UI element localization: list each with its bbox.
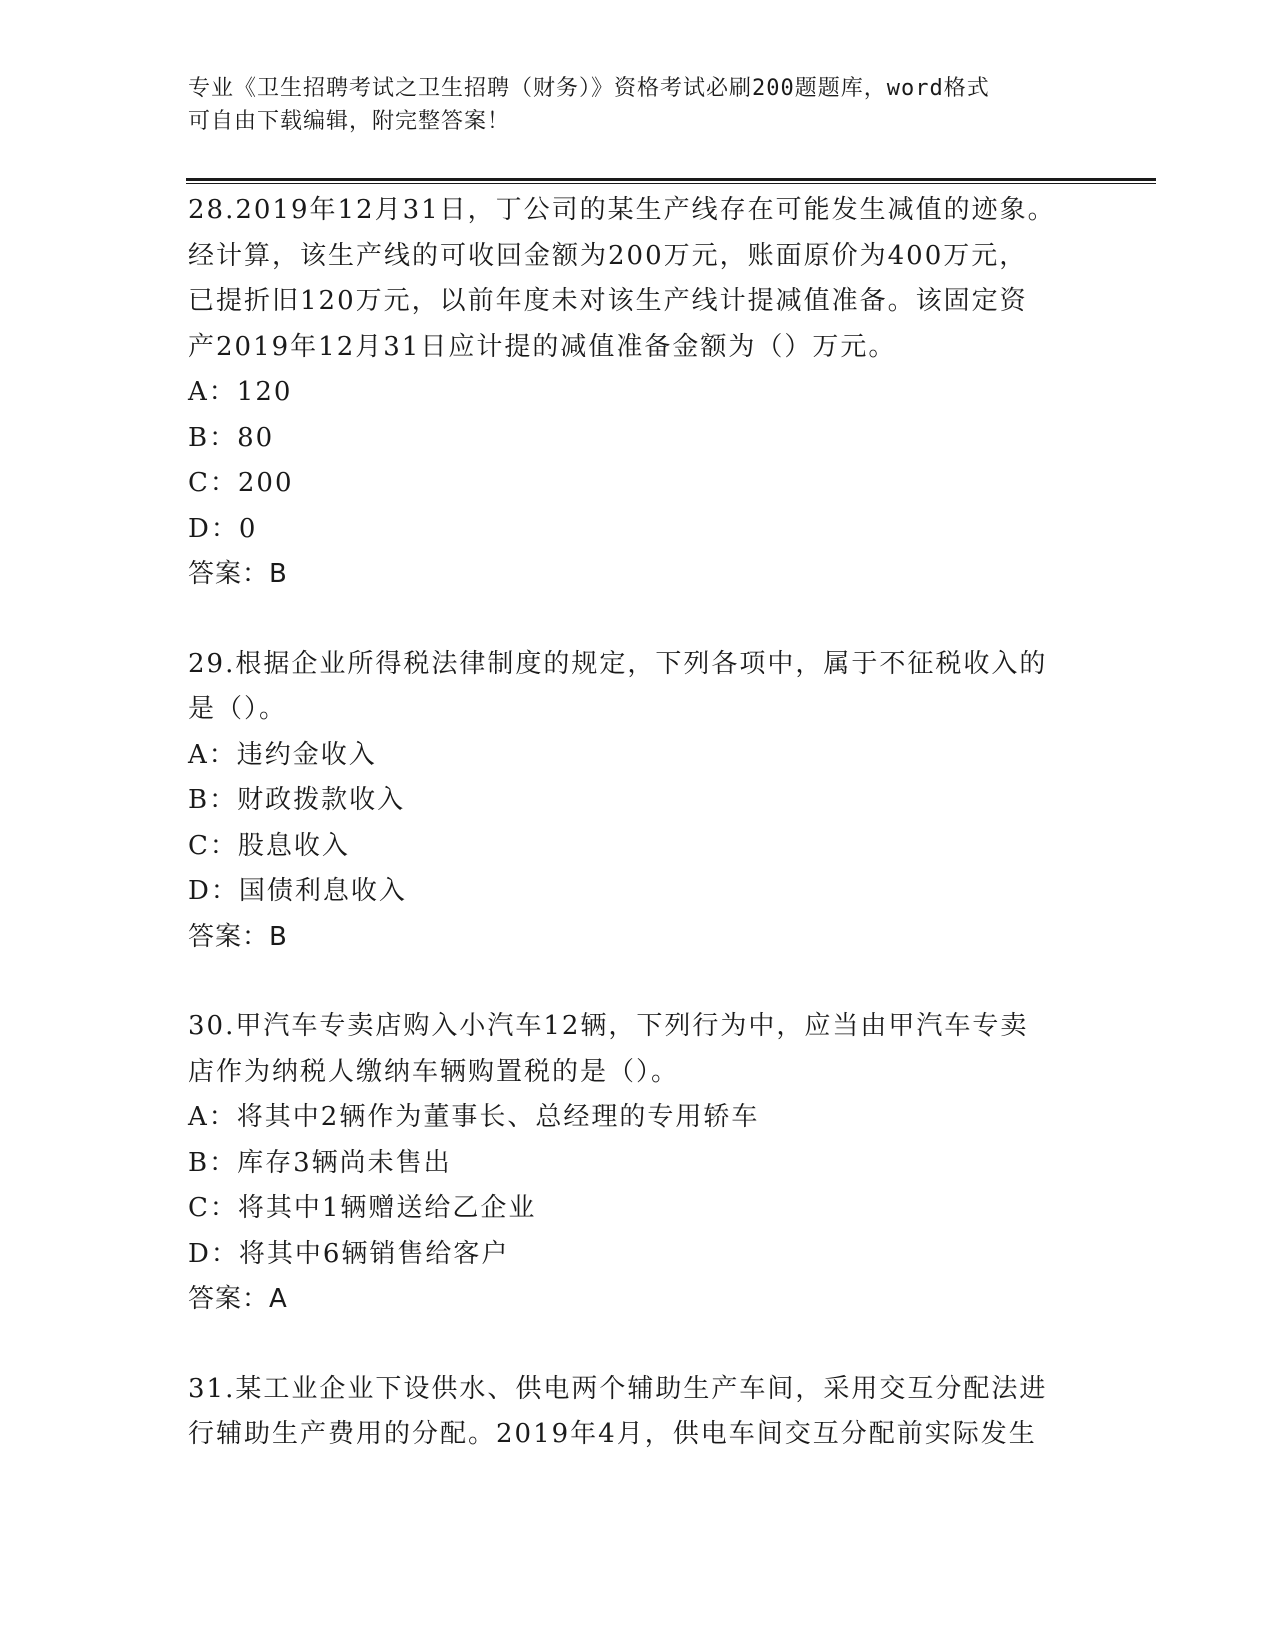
question-list [188,188,1088,1458]
option-a: A：120 [188,377,293,407]
question-stem-line: 31.某工业企业下设供水、供电两个辅助生产车间，采用交互分配法进 [188,1373,1048,1404]
question-stem-line: 是（）。 [188,694,288,724]
question-stem-line: 28.2019年12月31日，丁公司的某生产线存在可能发生减值的迹象。 [188,195,1056,225]
document-header [188,72,1088,138]
option-a: A：违约金收入 [188,739,377,770]
question-stem-line: 经计算，该生产线的可收回金额为200万元，账面原价为400万元， [188,240,1028,271]
question-stem-line: 29.根据企业所得税法律制度的规定，下列各项中，属于不征税收入的 [188,648,1048,679]
option-c: C：200 [188,468,294,498]
option-c: C：股息收入 [188,830,350,861]
header-divider [186,178,1156,184]
question-29 [188,642,1088,961]
option-d: D：将其中6辆销售给客户 [188,1238,510,1269]
question-stem-line: 店作为纳税人缴纳车辆购置税的是（）。 [188,1056,680,1087]
option-b: B：财政拨款收入 [188,785,406,815]
answer-line: 答案：B [188,559,288,589]
question-stem-line: 30.甲汽车专卖店购入小汽车12辆，下列行为中，应当由甲汽车专卖 [188,1011,1029,1041]
question-stem-line: 行辅助生产费用的分配。2019年4月，供电车间交互分配前实际发生 [188,1419,1037,1449]
question-stem-line: 已提折旧120万元，以前年度未对该生产线计提减值准备。该固定资 [188,286,1028,316]
option-d: D：0 [188,513,258,544]
option-c: C：将其中1辆赠送给乙企业 [188,1193,537,1223]
header-line-2: 可自由下载编辑，附完整答案！ [188,109,511,134]
answer-line: 答案：B [188,921,288,952]
question-31 [188,1367,1088,1458]
option-b: B：库存3辆尚未售出 [188,1147,452,1178]
header-line-1: 专业《卫生招聘考试之卫生招聘（财务）》资格考试必刷200题题库，word格式 [188,76,990,101]
question-stem-line: 产2019年12月31日应计提的减值准备金额为（）万元。 [188,331,897,362]
question-28 [188,188,1088,598]
answer-line: 答案：A [188,1284,288,1314]
question-30 [188,1004,1088,1323]
option-a: A：将其中2辆作为董事长、总经理的专用轿车 [188,1102,760,1132]
option-b: B：80 [188,422,275,453]
option-d: D：国债利息收入 [188,876,407,906]
